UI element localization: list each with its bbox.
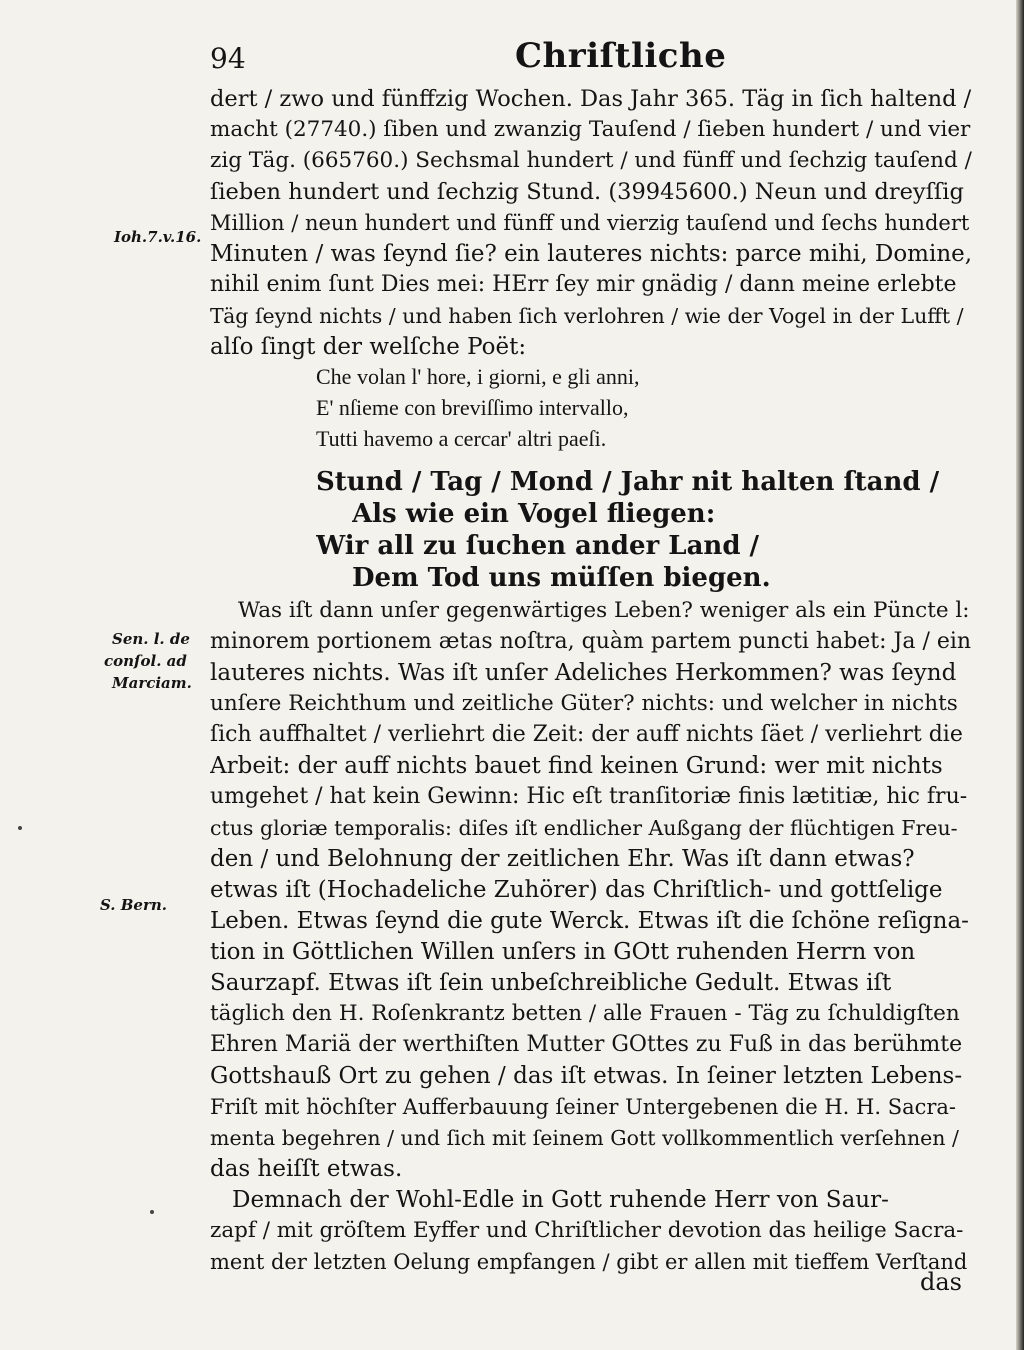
text-line: Demnach der Wohl-Edle in Gott ruhende Herr von Saur- — [232, 1187, 889, 1213]
margin-note: Sen. l. de — [112, 630, 190, 648]
text-line: umgehet / hat kein Gewinn: Hic eſt tranſitoriæ finis lætitiæ, hic fru- — [210, 784, 968, 809]
text-line: ſich auffhaltet / verliehrt die Zeit: der auff nichts ſäet / verliehrt die — [210, 722, 963, 747]
text-line: macht (27740.) ſiben und zwanzig Tauſend / ſieben hundert / und vier — [210, 117, 971, 142]
margin-note: S. Bern. — [100, 896, 167, 914]
text-line: dert / zwo und fünffzig Wochen. Das Jahr 365. Täg in ſich haltend / — [210, 86, 972, 112]
poem-line: Che volan l' hore, i giorni, e gli anni, — [316, 364, 640, 389]
text-line: den / und Belohnung der zeitlichen Ehr. Was iſt dann etwas? — [210, 846, 915, 872]
text-line: täglich den H. Roſenkrantz betten / alle Frauen - Täg zu ſchuldigſten — [210, 1001, 960, 1026]
text-line: Gottshauß Ort zu gehen / das iſt etwas. In ſeiner letzten Lebens- — [210, 1063, 963, 1089]
text-line: Million / neun hundert und fünff und vierzig tauſend und ſechs hundert — [210, 211, 970, 235]
poem-line: E' nſieme con breviſſimo intervallo, — [316, 395, 629, 420]
text-line: zig Täg. (665760.) Sechsmal hundert / und fünff und ſechzig tauſend / — [210, 148, 972, 173]
text-line: ment der letzten Oelung empfangen / gibt er allen mit tieffem Verſtand — [210, 1250, 968, 1274]
margin-note: Ioh.7.v.16. — [114, 228, 202, 246]
text-line: Friſt mit höchſter Aufferbauung ſeiner Untergebenen die H. H. Sacra- — [210, 1095, 957, 1119]
text-line: etwas iſt (Hochadeliche Zuhörer) das Chriſtlich- und gottſelige — [210, 877, 943, 903]
catchword: das — [920, 1268, 962, 1296]
ink-speck — [18, 826, 22, 830]
text-line: zapf / mit gröſtem Eyffer und Chriſtlicher devotion das heilige Sacra- — [210, 1218, 964, 1243]
text-line: Ehren Mariä der werthiſten Mutter GOttes zu Fuß in das berühmte — [210, 1032, 963, 1057]
text-line: minorem portionem ætas noſtra, quàm partem puncti habet: Ja / ein — [210, 629, 972, 654]
text-line: das heiſſt etwas. — [210, 1156, 403, 1182]
text-line: Saurzapf. Etwas iſt ſein unbeſchreibliche Gedult. Etwas iſt — [210, 970, 892, 996]
text-line: Arbeit: der auff nichts bauet find keinen Grund: wer mit nichts — [210, 753, 943, 779]
margin-note: conſol. ad — [104, 652, 187, 670]
text-line: Minuten / was ſeynd ſie? ein lauteres nichts: parce mihi, Domine, — [210, 241, 972, 267]
text-line: Täg ſeynd nichts / und haben ſich verlohren / wie der Vogel in der Lufft / — [210, 304, 964, 328]
verse-line: Dem Tod uns müſſen biegen. — [352, 563, 771, 593]
text-line: Leben. Etwas ſeynd die gute Werck. Etwas iſt die ſchöne reſigna- — [210, 908, 969, 934]
page-edge-shadow — [1016, 0, 1024, 1350]
page-header — [210, 36, 980, 80]
text-line: tion in Göttlichen Willen unſers in GOtt ruhenden Herrn von — [210, 939, 916, 965]
verse-line: Stund / Tag / Mond / Jahr nit halten ſtand / — [316, 467, 940, 497]
ink-speck — [150, 1210, 154, 1214]
text-line: alſo ſingt der welſche Poët: — [210, 334, 527, 360]
text-line: menta begehren / und ſich mit ſeinem Gott vollkommentlich verſehnen / — [210, 1126, 959, 1150]
text-line: lauteres nichts. Was iſt unſer Adeliches Herkommen? was ſeynd — [210, 660, 957, 686]
margin-note: Marciam. — [112, 674, 192, 692]
page-number: 94 — [210, 42, 246, 75]
text-line: ſieben hundert und ſechzig Stund. (39945600.) Neun und dreyſſig — [210, 179, 964, 205]
text-line: ctus gloriæ temporalis: diſes iſt endlicher Außgang der flüchtigen Freu- — [210, 816, 958, 840]
text-line: unſere Reichthum und zeitliche Güter? nichts: und welcher in nichts — [210, 691, 958, 716]
verse-line: Als wie ein Vogel fliegen: — [352, 499, 716, 529]
verse-line: Wir all zu ſuchen ander Land / — [316, 531, 760, 561]
running-title: Chriſtliche — [515, 36, 727, 76]
text-line: nihil enim ſunt Dies mei: HErr ſey mir gnädig / dann meine erlebte — [210, 272, 957, 297]
text-line: Was iſt dann unſer gegenwärtiges Leben? weniger als ein Püncte l: — [238, 598, 970, 623]
poem-line: Tutti havemo a cercar' altri paeſi. — [316, 426, 607, 451]
